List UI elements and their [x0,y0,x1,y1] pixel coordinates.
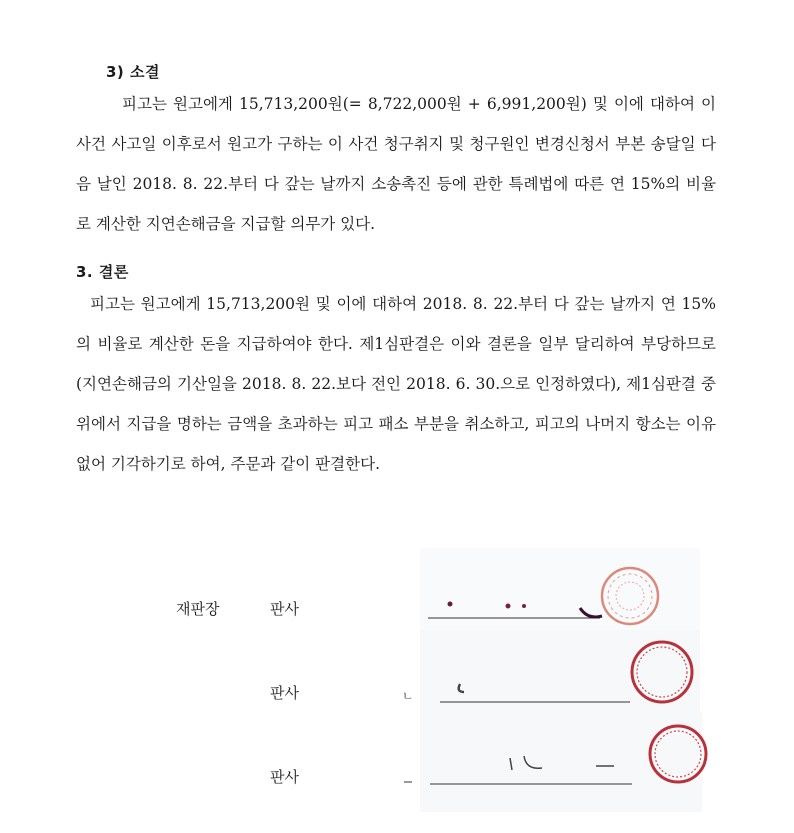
redaction-background [420,712,702,812]
presiding-judge-title: 재판장 [176,600,220,618]
final-paragraph-text: 피고는 원고에게 15,713,200원 및 이에 대하여 2018. 8. 22.부터 다 갚는 날까지 연 15%의 비율로 계산한 돈을 지급하여야 한다. 제1심판결은 이와 결론을 일부 달리하여 부당하므로(지연손해금의 기산일을 2018. 8. 22.보다 전인 2018. 6. 30.으로 인정하였다), 제1심판결 중 위에서 지급을 명하는 금액을 초과하는 피고 패소 부분을 취소하고, 피고의 나머지 항소는 이유 없어 기각하기로 하여, 주문과 같이 판결한다. [76,295,716,473]
section-heading-final: 3. 결론 [76,263,129,281]
judge-label-1: 판사 [270,600,299,618]
ink-mark [448,602,453,607]
signature-area-1 [420,548,700,638]
conclusion-paragraph [76,84,716,244]
stray-mark: ㄴ [402,689,414,703]
judge-label-3: 판사 [270,768,299,786]
section-heading-conclusion: 3) 소결 [106,63,160,81]
conclusion-paragraph-text: 피고는 원고에게 15,713,200원(= 8,722,000원 + 6,991,200원) 및 이에 대하여 이 사건 사고일 이후로서 원고가 구하는 이 사건 청구취지 및 청구원인 변경신청서 부본 송달일 다음 날인 2018. 8. 22.부터 다 갚는 날까지 소송촉진 등에 관한 특례법에 따른 연 15%의 비율로 계산한 지연손해금을 지급할 의무가 있다. [76,95,716,233]
final-paragraph [76,284,716,484]
signature-area-2 [398,630,708,720]
ink-mark [506,604,511,609]
signature-area-3 [400,712,710,812]
ink-mark [522,604,526,608]
judge-label-2: 판사 [270,684,299,702]
